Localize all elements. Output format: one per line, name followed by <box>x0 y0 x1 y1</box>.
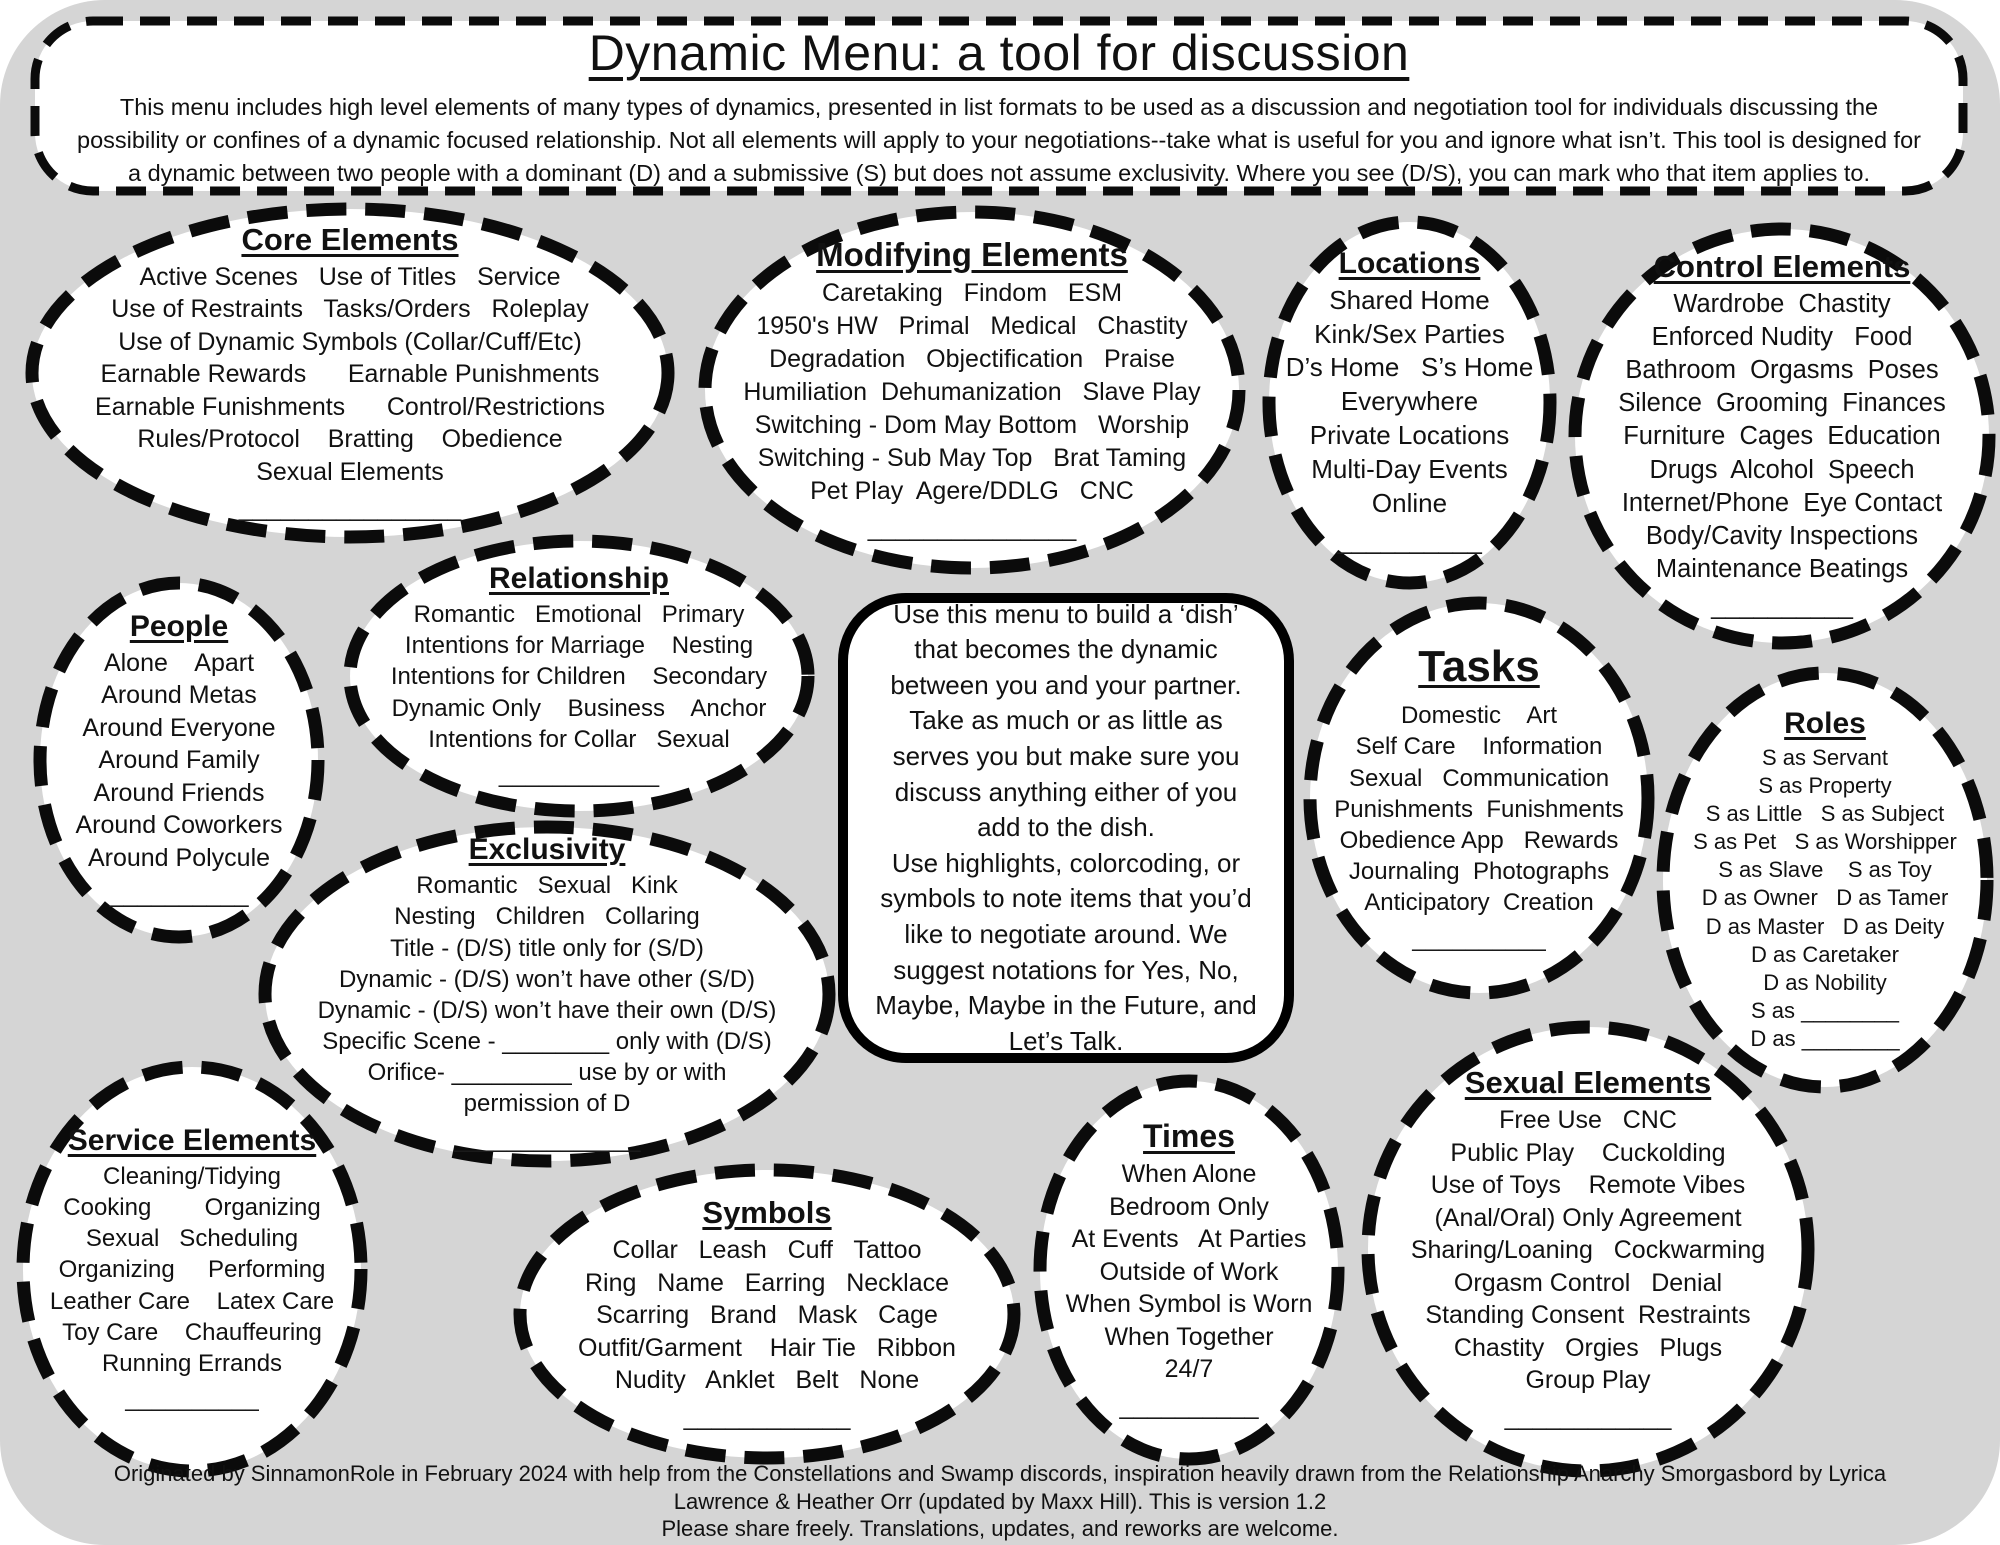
symbols-line: Ring Name Earring Necklace <box>584 1268 950 1297</box>
modifying-elements-content <box>698 205 1246 575</box>
tasks-line: Obedience App Rewards <box>1339 827 1619 854</box>
core-elements-line: Sexual Elements <box>256 457 444 486</box>
control-elements-line: Silence Grooming Finances <box>1618 389 1946 418</box>
instructions-paragraph: Use this menu to build a ‘dish’ that becomes the dynamic between you and your partner. Take as much or as little as serves you but make sure you discuss anything either of you add to the dish. <box>890 598 1242 843</box>
service-elements-title: Service Elements <box>67 1123 317 1157</box>
service-elements-line: Organizing Performing <box>58 1256 326 1284</box>
service-elements-line: Cleaning/Tidying <box>103 1162 281 1190</box>
roles-line: S as Slave S as Toy <box>1718 857 1932 883</box>
core-elements-line: Earnable Rewards Earnable Punishments <box>100 360 600 388</box>
sexual-elements-line: Standing Consent Restraints <box>1425 1301 1751 1329</box>
exclusivity-line: Title - (D/S) title only for (S/D) <box>390 934 704 962</box>
locations-line: Multi-Day Events <box>1311 453 1508 484</box>
modifying-elements-line: Switching - Dom May Bottom Worship <box>754 410 1190 439</box>
times-line: Outside of Work <box>1099 1257 1279 1286</box>
service-elements-line: Leather Care Latex Care <box>49 1287 335 1315</box>
service-elements-line: Sexual Scheduling <box>85 1225 299 1253</box>
people-line: Around Coworkers <box>75 811 283 839</box>
sexual-elements-content <box>1361 1020 1815 1478</box>
times-content <box>1033 1074 1345 1466</box>
control-elements-line: Drugs Alcohol Speech <box>1649 455 1915 484</box>
core-elements-line: Earnable Funishments Control/Restrictions <box>95 392 605 421</box>
roles-title: Roles <box>1784 706 1866 740</box>
exclusivity-line: Dynamic - (D/S) won’t have their own (D/S) <box>317 996 777 1024</box>
symbols-line: Nudity Anklet Belt None <box>614 1366 920 1394</box>
core-elements-line: Use of Restraints Tasks/Orders Roleplay <box>111 295 589 323</box>
people-line: Around Family <box>98 746 260 774</box>
sexual-elements-line: (Anal/Oral) Only Agreement <box>1434 1203 1742 1232</box>
tasks-line: Sexual Communication <box>1348 764 1610 792</box>
roles-line: D as Master D as Deity <box>1705 913 1945 939</box>
control-elements-writein-blank: __________ <box>1711 592 1853 621</box>
control-elements-line: Wardrobe Chastity <box>1673 289 1891 318</box>
times-line: When Alone <box>1121 1160 1257 1188</box>
locations-line: Everywhere <box>1340 386 1479 417</box>
exclusivity-line: Specific Scene - ________ only with (D/S) <box>322 1028 772 1056</box>
sexual-elements-line: Group Play <box>1525 1366 1651 1394</box>
times-line: 24/7 <box>1164 1355 1214 1383</box>
roles-line: S as Little S as Subject <box>1705 800 1945 826</box>
relationship-line: Intentions for Collar Sexual <box>428 725 730 753</box>
relationship-line: Intentions for Marriage Nesting <box>404 632 754 660</box>
relationship-title: Relationship <box>488 561 669 595</box>
control-elements-line: Bathroom Orgasms Poses <box>1625 356 1939 385</box>
locations-bubble <box>1262 215 1557 590</box>
footer-line: Originated by SinnamonRole in February 2024 with help from the Constellations and Swamp discords, inspiration heavily drawn from the Relationship Anarchy Smorgasbord by Lyrica <box>113 1461 1887 1486</box>
relationship-line: Dynamic Only Business Anchor <box>391 694 767 722</box>
sexual-elements-line: Chastity Orgies Plugs <box>1453 1333 1723 1362</box>
tasks-line: Punishments Funishments <box>1334 795 1624 823</box>
sexual-elements-line: Use of Toys Remote Vibes <box>1430 1171 1746 1199</box>
symbols-line: Collar Leash Cuff Tattoo <box>612 1236 922 1264</box>
service-elements-bubble <box>16 1060 368 1478</box>
roles-line: S as Servant <box>1762 744 1888 770</box>
sexual-elements-line: Free Use CNC <box>1499 1106 1677 1134</box>
times-title: Times <box>1143 1118 1235 1154</box>
relationship-line: Romantic Emotional Primary <box>413 600 745 628</box>
exclusivity-title: Exclusivity <box>468 833 626 867</box>
service-elements-line: Running Errands <box>101 1349 283 1377</box>
header-panel <box>30 16 1968 196</box>
people-line: Around Everyone <box>82 713 276 742</box>
footer-line: Lawrence & Heather Orr (updated by Maxx Hill). This is version 1.2 <box>673 1488 1327 1514</box>
core-elements-line: Use of Dynamic Symbols (Collar/Cuff/Etc) <box>118 327 582 356</box>
sexual-elements-bubble <box>1361 1020 1815 1478</box>
symbols-line: Outfit/Garment Hair Tie Ribbon <box>578 1333 956 1362</box>
sexual-elements-line: Orgasm Control Denial <box>1453 1268 1723 1297</box>
sexual-elements-line: Public Play Cuckolding <box>1450 1138 1726 1167</box>
exclusivity-writein-blank: ______________ <box>453 1125 641 1153</box>
exclusivity-line: Orifice- _________ use by or with <box>367 1059 727 1087</box>
service-elements-content <box>16 1060 368 1478</box>
sexual-elements-line: Sharing/Loaning Cockwarming <box>1410 1236 1766 1264</box>
control-elements-content <box>1568 222 1996 650</box>
locations-content <box>1262 215 1557 590</box>
control-elements-line: Furniture Cages Education <box>1623 422 1941 451</box>
symbols-writein-blank: ____________ <box>683 1402 851 1431</box>
footer <box>0 1460 2000 1543</box>
exclusivity-line: Nesting Children Collaring <box>394 903 700 931</box>
modifying-elements-title: Modifying Elements <box>816 235 1128 273</box>
locations-line: Private Locations <box>1309 420 1510 450</box>
footer-line: Please share freely. Translations, updates, and reworks are welcome. <box>661 1516 1339 1542</box>
control-elements-bubble <box>1568 222 1996 650</box>
control-elements-title: Control Elements <box>1653 248 1911 284</box>
relationship-content <box>343 534 815 818</box>
control-elements-line: Body/Cavity Inspections <box>1645 521 1919 550</box>
tasks-content <box>1303 596 1655 1000</box>
exclusivity-line: Romantic Sexual Kink <box>416 872 678 900</box>
times-line: Bedroom Only <box>1109 1192 1269 1221</box>
roles-line: S as ________ <box>1750 998 1900 1024</box>
tasks-writein-blank: __________ <box>1412 924 1546 952</box>
service-elements-line: Cooking Organizing <box>63 1193 321 1221</box>
modifying-elements-bubble <box>698 205 1246 575</box>
symbols-line: Scarring Brand Mask Cage <box>596 1301 938 1329</box>
tasks-line: Domestic Art <box>1400 702 1558 730</box>
page-title: Dynamic Menu: a tool for discussion <box>588 25 1410 81</box>
locations-line: Online <box>1371 487 1448 518</box>
roles-line: S as Property <box>1758 772 1892 798</box>
roles-line: D as ________ <box>1750 1026 1900 1052</box>
tasks-bubble <box>1303 596 1655 1000</box>
modifying-elements-line: Humiliation Dehumanization Slave Play <box>743 377 1201 406</box>
tasks-title: Tasks <box>1418 642 1540 692</box>
times-line: When Symbol is Worn <box>1065 1290 1313 1318</box>
page-description: This menu includes high level elements of many types of dynamics, presented in list formats to be used as a discussion and negotiation tool for individuals discussing the possibility or confines of a dynamic focused relationship. Not all elements will apply to your negotiations--take what is useful for you and ignore what isn’t. This tool is designed for a dynamic between two people with a dominant (D) and a submissive (S) but does not assume exclusivity. Where you see (D/S), you can mark who that item applies to. <box>77 94 1921 186</box>
service-elements-writein-blank: __________ <box>125 1385 259 1413</box>
exclusivity-line: permission of D <box>463 1090 631 1118</box>
header-content <box>30 16 1968 196</box>
sexual-elements-writein-blank: ____________ <box>1504 1402 1672 1431</box>
modifying-elements-writein-blank: _______________ <box>867 513 1077 542</box>
modifying-elements-line: 1950's HW Primal Medical Chastity <box>756 311 1188 340</box>
symbols-bubble <box>513 1163 1021 1465</box>
modifying-elements-line: Pet Play Agere/DDLG CNC <box>810 476 1134 505</box>
core-elements-line: Rules/Protocol Bratting Obedience <box>137 425 563 453</box>
times-writein-blank: __________ <box>1119 1391 1259 1420</box>
core-elements-writein-blank: ________________ <box>238 494 462 522</box>
people-line: Around Metas <box>101 681 257 709</box>
locations-line: Shared Home <box>1329 284 1490 315</box>
roles-line: D as Nobility <box>1763 969 1887 995</box>
tasks-line: Self Care Information <box>1355 733 1603 761</box>
relationship-line: Intentions for Children Secondary <box>390 663 768 691</box>
instructions-box <box>838 593 1294 1063</box>
core-elements-line: Active Scenes Use of Titles Service <box>139 262 561 291</box>
roles-line: D as Caretaker <box>1751 941 1899 967</box>
core-elements-title: Core Elements <box>241 221 459 257</box>
locations-line: Kink/Sex Parties <box>1314 318 1505 349</box>
tasks-line: Journaling Photographs <box>1348 858 1610 886</box>
roles-line: S as Pet S as Worshipper <box>1693 829 1957 855</box>
locations-writein-blank: __________ <box>1337 525 1482 556</box>
people-line: Around Polycule <box>87 843 271 872</box>
people-writein-blank: __________ <box>109 880 249 908</box>
modifying-elements-line: Degradation Objectification Praise <box>769 344 1175 373</box>
exclusivity-line: Dynamic - (D/S) won’t have other (S/D) <box>338 965 756 993</box>
times-line: When Together <box>1104 1322 1274 1351</box>
tasks-line: Anticipatory Creation <box>1364 889 1594 917</box>
locations-title: Locations <box>1338 246 1481 280</box>
people-line: Around Friends <box>93 778 265 807</box>
times-line: At Events At Parties <box>1071 1225 1307 1253</box>
core-elements-bubble <box>25 202 675 544</box>
control-elements-line: Enforced Nudity Food <box>1651 322 1913 351</box>
sexual-elements-title: Sexual Elements <box>1464 1065 1712 1100</box>
roles-line: D as Owner D as Tamer <box>1701 885 1949 911</box>
symbols-content <box>513 1163 1021 1465</box>
relationship-bubble <box>343 534 815 818</box>
service-elements-line: Toy Care Chauffeuring <box>62 1318 322 1346</box>
control-elements-line: Internet/Phone Eye Contact <box>1621 488 1943 517</box>
modifying-elements-line: Switching - Sub May Top Brat Taming <box>757 443 1187 472</box>
people-line: Alone Apart <box>103 648 255 677</box>
times-bubble <box>1033 1074 1345 1466</box>
symbols-title: Symbols <box>702 1195 832 1230</box>
relationship-writein-blank: ____________ <box>498 760 660 788</box>
control-elements-line: Maintenance Beatings <box>1655 554 1909 583</box>
instructions-paragraph: Use highlights, colorcoding, or symbols to note items that you’d like to negotiate around. We suggest notations for Yes, No, Maybe, Maybe in the Future, and Let’s Talk. <box>875 847 1257 1056</box>
locations-line: D’s Home S’s Home <box>1285 352 1534 383</box>
people-title: People <box>129 609 229 643</box>
modifying-elements-line: Caretaking Findom ESM <box>821 278 1123 307</box>
core-elements-content <box>25 202 675 544</box>
